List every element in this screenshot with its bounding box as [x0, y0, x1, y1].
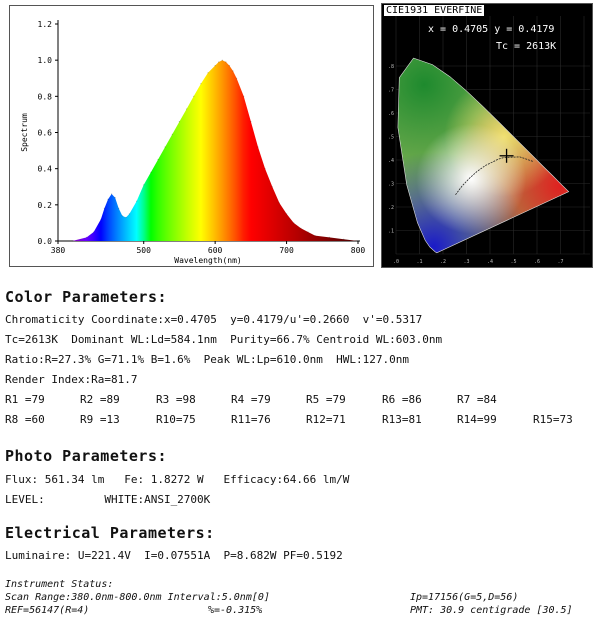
spectrum-point — [93, 231, 94, 232]
spectrum-point — [218, 61, 219, 62]
spectrum-point — [179, 121, 180, 122]
x-tick-label: 500 — [136, 246, 151, 255]
render-index-r10: R10=75 — [156, 413, 196, 426]
electrical-parameters-heading: Electrical Parameters: — [5, 524, 215, 542]
pmt-text: PMT: 30.9 centigrade [30.5] — [410, 605, 573, 616]
chromaticity-line: Chromaticity Coordinate:x=0.4705 y=0.4179/u'=0.2660 v'=0.5317 — [5, 313, 423, 326]
cie-y-tick-label: .6 — [387, 111, 394, 117]
spectrum-point — [136, 201, 137, 202]
spectrum-point — [122, 215, 123, 216]
spectrum-point — [272, 186, 273, 187]
ip-text: Ip=17156(G=5,D=56) — [410, 592, 519, 603]
spectrum-point — [129, 213, 130, 214]
spectrum-point — [150, 172, 151, 173]
spectrum-point — [200, 83, 201, 84]
spectrum-point — [111, 193, 112, 194]
cie-y-tick-label: .2 — [387, 205, 394, 211]
render-index-r8: R8 =60 — [5, 413, 45, 426]
spectrum-point — [229, 65, 230, 66]
spectrum-point — [232, 70, 233, 71]
spectrum-point — [143, 184, 144, 185]
ratio-line: Ratio:R=27.3% G=71.1% B=1.6% Peak WL:Lp=610.0nm HWL:127.0nm — [5, 353, 409, 366]
render-index-r9: R9 =13 — [80, 413, 120, 426]
spectrum-point — [265, 168, 266, 169]
spectrum-point — [315, 235, 316, 236]
cie-diagram — [382, 4, 592, 267]
tc-line: Tc=2613K Dominant WL:Ld=584.1nm Purity=66.7% Centroid WL:603.0nm — [5, 333, 443, 346]
spectrum-point — [279, 202, 280, 203]
y-tick-label: 1.2 — [37, 20, 52, 29]
render-index-r6: R6 =86 — [382, 393, 422, 406]
cie-x-tick-label: .4 — [486, 259, 494, 265]
percent-text: %=-0.315% — [208, 605, 263, 616]
color-parameters-heading: Color Parameters: — [5, 288, 168, 306]
spectrum-point — [118, 208, 119, 209]
cie-x-tick-label: .0 — [392, 259, 400, 265]
flux-line: Flux: 561.34 lm Fe: 1.8272 W Efficacy:64.66 lm/W — [5, 473, 350, 486]
cie-y-tick-label: .5 — [387, 134, 394, 141]
spectrum-point — [225, 61, 226, 62]
spectrum-point — [165, 146, 166, 147]
spectrum-chart — [10, 6, 373, 266]
y-tick-label: 1.0 — [37, 56, 52, 66]
render-index-line: Render Index:Ra=81.7 — [5, 373, 138, 386]
y-tick-label: 0.2 — [37, 200, 52, 210]
scan-range-text: Scan Range:380.0nm-800.0nm Interval:5.0nm[0] — [5, 592, 270, 603]
x-tick-label: 800 — [350, 246, 366, 255]
spectrum-point — [57, 240, 58, 241]
spectrum-point — [300, 228, 301, 229]
spectrum-point — [222, 60, 223, 61]
spectrum-point — [307, 231, 308, 232]
cie-x-tick-label: .3 — [463, 259, 470, 265]
x-tick-label: 700 — [279, 246, 294, 255]
spectrum-point — [107, 199, 108, 200]
cie-y-tick-label: .3 — [387, 181, 394, 188]
spectrum-point — [104, 208, 105, 209]
spectrum-point — [286, 213, 287, 214]
cie-x-tick-label: .1 — [416, 259, 423, 265]
cie-y-tick-label: .7 — [387, 87, 394, 94]
instrument-status-heading: Instrument Status: — [5, 579, 114, 590]
render-index-r3: R3 =98 — [156, 393, 196, 406]
ref-text: REF=56147(R=4) — [5, 605, 90, 616]
x-axis-label: Wavelength(nm) — [174, 256, 242, 265]
spectrum-point — [172, 134, 173, 135]
cie-y-tick-label: .1 — [387, 228, 394, 235]
y-tick-label: 0.8 — [37, 92, 52, 102]
render-index-r5: R5 =79 — [306, 393, 346, 406]
y-tick-label: 0.6 — [37, 128, 52, 138]
render-index-r1: R1 =79 — [5, 393, 45, 406]
spectrum-point — [157, 159, 158, 160]
render-index-r12: R12=71 — [306, 413, 346, 426]
spectrum-point — [72, 240, 73, 241]
level-line: LEVEL: WHITE:ANSI_2700K — [5, 493, 211, 506]
y-tick-label: 0.0 — [37, 237, 52, 246]
render-index-r13: R13=81 — [382, 413, 422, 426]
spectrum-point — [186, 108, 187, 109]
spectrum-point — [357, 240, 358, 241]
x-tick-label: 600 — [207, 246, 223, 255]
cie-x-tick-label: .5 — [510, 259, 517, 265]
spectrum-point — [207, 72, 208, 73]
spectrum-point — [215, 65, 216, 66]
photo-parameters-heading: Photo Parameters: — [5, 447, 168, 465]
spectrum-point — [293, 222, 294, 223]
cie-y-tick-label: .8 — [387, 64, 394, 70]
spectrum-point — [329, 237, 330, 238]
x-tick-label: 380 — [50, 246, 66, 255]
render-index-r15: R15=73 — [533, 413, 573, 426]
render-index-r7: R7 =84 — [457, 393, 497, 406]
y-axis-label: Spectrum — [20, 113, 29, 152]
spectrum-area — [58, 60, 358, 241]
y-tick-label: 0.4 — [37, 164, 52, 174]
cie-tc-readout: Tc = 2613K — [496, 41, 557, 52]
cie-xy-readout: x = 0.4705 y = 0.4179 — [428, 24, 555, 35]
render-index-r2: R2 =89 — [80, 393, 120, 406]
spectrum-point — [236, 78, 237, 79]
render-index-r14: R14=99 — [457, 413, 497, 426]
cie-x-tick-label: .2 — [439, 259, 447, 265]
cie-diagram-panel — [381, 3, 593, 268]
luminaire-line: Luminaire: U=221.4V I=0.07551A P=8.682W PF=0.5192 — [5, 549, 343, 562]
spectrum-point — [100, 219, 101, 220]
render-index-r11: R11=76 — [231, 413, 271, 426]
spectrum-point — [115, 197, 116, 198]
cie-x-tick-label: .7 — [557, 259, 564, 265]
spectrum-chart-panel — [9, 5, 374, 267]
spectrum-point — [125, 217, 126, 218]
spectrum-point — [86, 237, 87, 238]
spectrum-point — [250, 121, 251, 122]
spectrum-point — [257, 146, 258, 147]
spectrum-point — [343, 239, 344, 240]
cie-y-tick-label: .4 — [387, 158, 394, 164]
spectrum-point — [193, 96, 194, 97]
cie-title: CIE1931 EVERFINE — [386, 5, 483, 16]
spectrum-point — [243, 96, 244, 97]
render-index-r4: R4 =79 — [231, 393, 271, 406]
cie-x-tick-label: .6 — [533, 259, 541, 265]
